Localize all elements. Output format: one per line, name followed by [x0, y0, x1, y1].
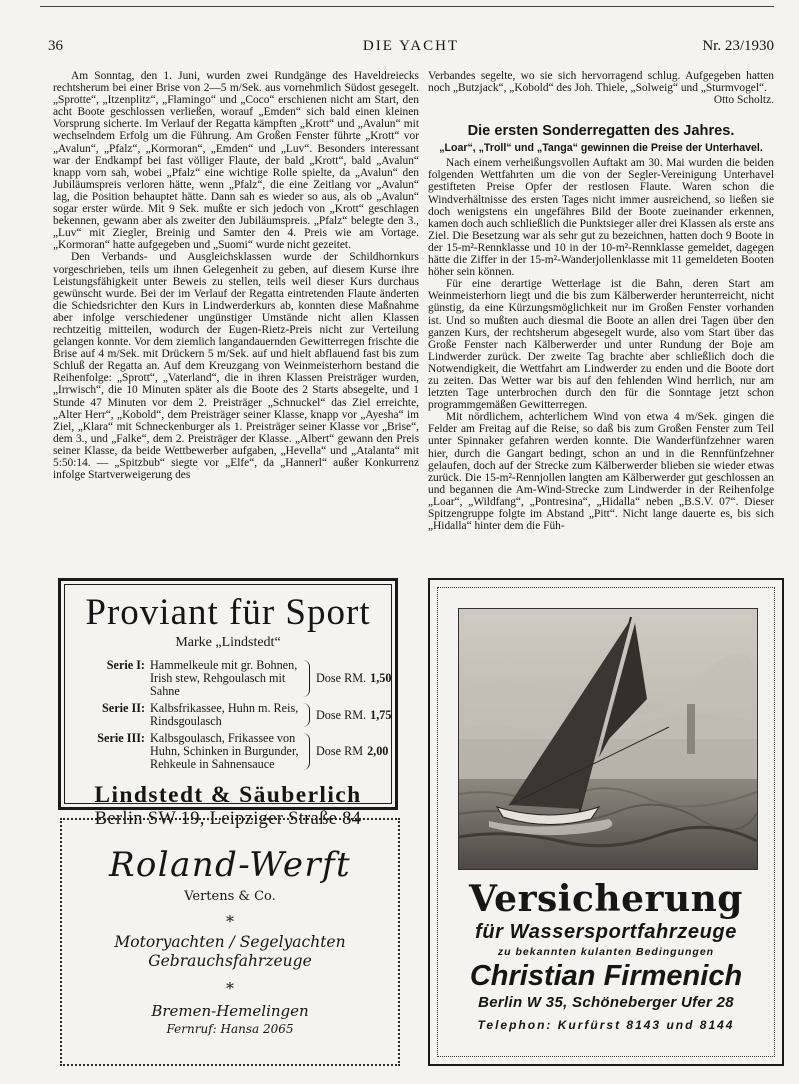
ad-services: Motoryachten / Segelyachten [114, 933, 346, 951]
sailing-yacht-photo [458, 608, 758, 870]
product-series [73, 701, 392, 728]
ad-phone: Fernruf: Hansa 2065 [166, 1022, 294, 1036]
series-item: Sahne [150, 684, 180, 698]
top-rule [40, 6, 774, 7]
series-items [150, 659, 300, 698]
paragraph: Am Sonntag, den 1. Juni, wurden zwei Rundgänge des Haveldreiecks rechtsherum bei einer Brise von 2—5 m/Sek. aus vornehmlich Südost gesegelt. „Sprotte“, „Itzenplitz“, „Flamingo“ und „Coco“ erschienen nicht am Start, den acht Boote geschlossen verließen, worauf „Emden“ sich bald einen kleinen Vorsprung sicherte. Im Verlauf der Regatta kämpften „Krott“ und „Avalun“ mit wechselndem Erfolg um die Führung. Am Großen Fenster führte „Krott“ vor „Avalun“, „Pfalz“, „Kormoran“, „Emden“ und „Luv“. Besonders interessant war der Endkampf bei fast völliger Flaute, der bald „Krott“, bald „Avalun“ knapp vorn sah, wobei „Pfalz“ eine wichtige Rolle spielte, da „Avalun“ den Jubiläumspreis verloren hätte, wenn „Pfalz“, die eine Zeitlang vor „Avalun“ lag, die Position behauptet hätte. Dann sah es wieder so aus, als ob „Avalun“ sogar erster würde. Mit 9 Sek. mußte er sich jedoch von „Krott“ geschlagen bekennen, gewann aber als zweiter den Jubiläumspreis. „Pfalz“ belegte den 3., „Luv“ mit Ziegler, Breinig und Samter den 4. Preis wie am Vortage. „Kormoran“ hatte aufgegeben und „Suomi“ wurde nicht gezeitet. [53, 70, 419, 252]
ad-address: Berlin SW 19, Leipziger Straße 84 [94, 809, 362, 829]
series-item: Kalbsfrikassee, Huhn m. Reis, [150, 701, 299, 715]
product-series [73, 658, 392, 698]
article-subtitle: „Loar“, „Troll“ und „Tanga“ gewinnen die Preise der Unterhavel. [439, 142, 763, 155]
author-signature: Otto Scholtz. [713, 94, 774, 107]
ad-title: Versicherung [469, 878, 743, 920]
ad-company: Christian Firmenich [469, 960, 743, 992]
right-column [428, 70, 774, 532]
series-item: Huhn, Schinken in Burgunder, [150, 744, 299, 758]
series-item: Rindsgoulasch [150, 714, 222, 728]
page-number: 36 [48, 38, 63, 54]
issue-number: Nr. 23/1930 [702, 38, 774, 54]
ad-city: Bremen-Hemelingen [151, 1002, 309, 1020]
running-head [48, 38, 774, 58]
price-value: 2,00 [367, 744, 389, 758]
paragraph: Für eine derartige Wetterlage ist die Bahn, deren Start am Weinmeisterhorn liegt und die bis zum Kälberwerder herunterreicht, nicht günstig, da eine Kürzungsmöglichkeit nur im Großen Fenster vorhanden ist. Und so mußten auch diesmal die Boote an allen drei Tagen über den ganzen Kurs, der rechtsherum abgesegelt wurde, also vom Start über das Große Fenster nach Kälberwerder und unter Rundung der Boje am Lindwerder zurück. Der zweite Tag brachte aber schließlich doch die Notwendigkeit, die Wettfahrt am Lindwerder zu enden und die Boote dort zu zeiten. Das Wetter war bis auf den fehlenden Wind herrlich, nur am letzten Tage unterbrochen durch den für die Sonntage jetzt schon programmgemäßen Gewitterregen. [428, 278, 774, 412]
ad-conditions: zu bekannten kulanten Bedingungen [497, 946, 715, 958]
series-price [314, 732, 388, 771]
ad-title: Roland-Werft [108, 845, 352, 885]
ad-firm-name: Lindstedt & Säuberlich [94, 782, 362, 808]
ad-roland-werft [60, 818, 400, 1066]
series-price [314, 702, 391, 728]
series-name: Serie III: [97, 731, 145, 745]
product-series [73, 731, 389, 771]
series-item: Hammelkeule mit gr. Bohnen, [150, 658, 298, 672]
sailing-yacht-illustration [459, 609, 757, 869]
series-name: Serie II: [102, 701, 145, 715]
publication-title: DIE YACHT [362, 38, 460, 54]
ad-phone: Telephon: Kurfürst 8143 und 8144 [477, 1018, 735, 1032]
ad-owner: Vertens & Co. [184, 889, 276, 904]
ad-title: Proviant für Sport [85, 592, 371, 633]
article-title: Die ersten Sonderregatten des Jahres. [467, 123, 735, 140]
price-label: Dose RM [316, 744, 364, 758]
ad-brand: Marke „Lindstedt“ [175, 635, 281, 650]
paragraph: Mit nördlichem, achterlichem Wind von etwa 4 m/Sek. gingen die Felder am Freitag auf die Reise, so daß bis zum Großen Fenster zum Teil unter Spinnaker gefahren werden konnte. Die Wanderfünfzehner waren hier, durch die Gangart bedingt, schon an und in die Rennfünfzehner gelaufen, doch auf der Strecke zum Kälberwerder blieben sie wieder etwas zurück. Die 15-m²-Rennjollen langten am Kälberwerder gut geschlossen an und begannen die Am-Wind-Strecke zum Lindwerder in der Reihenfolge „Loar“, „Wildfang“, „Pontresina“, „Hidalla“ neben „B.S.V. 07“. Dieser Spitzengruppe folgte im Abstand „Pitt“. Nicht lange dauerte es, bis sich „Hidalla“ hinter dem die Füh- [428, 411, 774, 533]
star-ornament: * [226, 912, 234, 931]
series-items [150, 732, 300, 771]
paragraph: Den Verbands- und Ausgleichsklassen wurde der Schildhornkurs vorgeschrieben, teils um ihnen Gelegenheit zu geben, auf diesem Kurse ihre Leistungsfähigkeit unter Beweis zu stellen, teils weil dieser Kurs durchaus gewünscht wurde. Bei der im Verlauf der Regatta eintretenden Flaute änderten die Schiedsrichter den Kurs in Lindwerderkurs ab, konnten diese Maßnahme aber infolge verschiedener ungünstiger Umstände nicht allen Klassen rechtzeitig mitteilen, wodurch der Eugen-Rietz-Preis nicht zur Verteilung gelangen konnte. Vor dem ziemlich langandauernden Gewitterregen frischte die Brise auf 4 m/Sek. mit Drückern 5 m/Sek. auf und hielt abflauend fast bis zum Schluß der Regatta an. Auf dem Kreuzgang von Weinmeisterhorn bestand die Reihenfolge: „Sprott“, „Vaterland“, die in ihren Klassen Preisträger wurden, „Irrwisch“, die 10 Minuten später als die Boote des 2 Starts absegelte, und 1 Stunde 47 Minuten vor dem 2. Preisträger „Schnuckel“ das Ziel erreichte, „Alter Herr“, „Kobold“, dem Preisträger seiner Klasse, knapp vor „Ayesha“ im Ziel, „Klara“ mit Schneckenburger als 1. Preisträger seiner Klasse vor „Brise“, dem 3., und „Falke“, dem 2. Preisträger der Klasse. „Albert“ gewann den Preis seiner Klasse, da beide Wettbewerber aufgaben, „Hevella“ und „Atalanta“ mit 5:50:14. — „Spitzbub“ siegte vor „Elfe“, da „Hannerl“ außer Konkurrenz infolge Startverweigerung des [53, 251, 419, 482]
series-items [150, 702, 300, 728]
ad-proviant [58, 578, 398, 829]
left-column [53, 70, 419, 481]
ad-firmenich [428, 578, 784, 1066]
series-price [314, 659, 391, 698]
price-label: Dose RM. [316, 671, 367, 685]
paragraph-continuation: Verbandes segelte, wo sie sich hervorragend schlug. Aufgegeben hatten noch „Butzjack“, „Kobold“ des Joh. Thiele, „Solweig“ und „Sturmvogel“. [428, 70, 774, 95]
series-item: Rehkeule in Sahnensauce [150, 757, 275, 771]
ad-services: Gebrauchsfahrzeuge [148, 952, 312, 970]
price-value: 1,75 [370, 707, 392, 722]
paragraph: Nach einem verheißungsvollen Auftakt am 30. Mai wurden die beiden folgenden Wettfahrten um die von der Segler-Vereinigung Unterhavel gestifteten Preise Opfer der restlosen Flaute. Waren schon die Windverhältnisse des ersten Tages nicht immer ausreichend, so ließen sie doch wenigstens ein ungefähres Bild der Boote zueinander erkennen, kamen doch auch schließlich die Punktsieger aller drei Klassen als erste ans Ziel. Die Besetzung war als sehr gut zu bezeichnen, hatten doch 9 Boote in der 15-m²-Rennklasse und 10 in der 10-m²-Rennklasse gemeldet, dagegen hätte die Ziffer in der 15-m²-Wanderjollenklasse mit 11 gemeldeten Booten höher sein können. [428, 157, 774, 279]
price-label: Dose RM. [316, 707, 367, 722]
ad-address: Berlin W 35, Schöneberger Ufer 28 [478, 994, 734, 1011]
brace [300, 703, 310, 727]
ad-subtitle: für Wassersportfahrzeuge [475, 921, 737, 943]
brace [300, 733, 310, 770]
brace [300, 660, 310, 697]
series-item: Irish stew, Rehgoulasch mit [150, 671, 286, 685]
price-value: 1,50 [370, 671, 392, 685]
ad-text [440, 876, 772, 1034]
series-item: Kalbsgoulasch, Frikassee von [150, 731, 296, 745]
series-name: Serie I: [106, 658, 145, 672]
star-ornament: * [226, 979, 234, 998]
